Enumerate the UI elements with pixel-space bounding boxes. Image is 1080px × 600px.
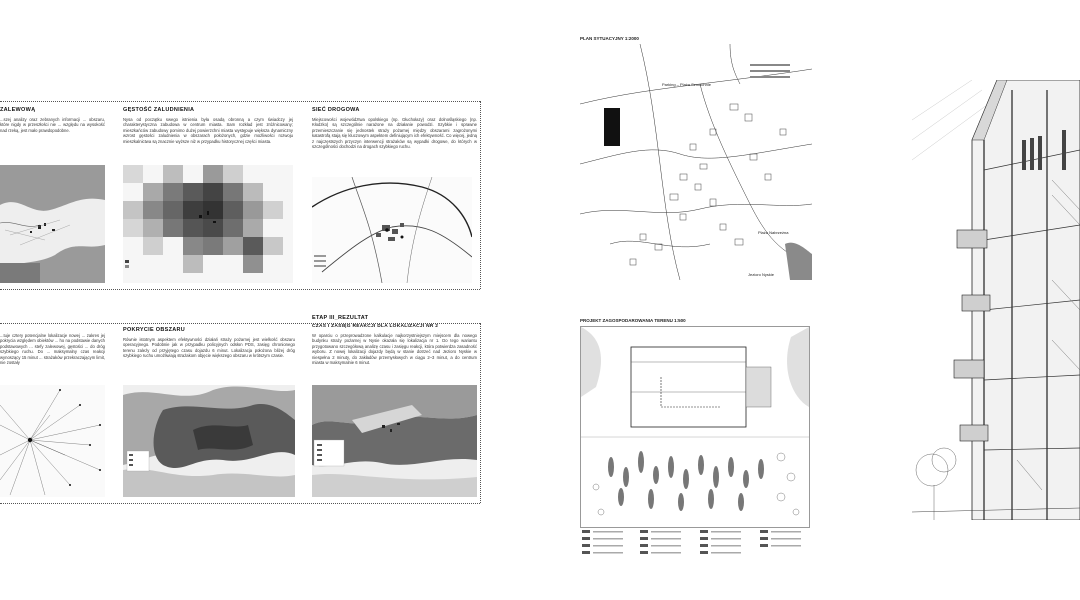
panel-text: Nysa od początku swego istnienia była osadą obronną a czym świadczy jej charakterystyczna zabudowa w centrum miasta. Sam rozkład jest zróżnicowany; mieszkańców zabudowy pomimo dużej powierzchni miasta występuje większa dynamiczny wzrost gęstości zaludnienia w obszarach położonych, gdzie możliwości rozwoju mieszkalnictwa są znacznie wyższe niż w przypadku historycznej części miasta. [123, 117, 293, 144]
black-building [604, 108, 620, 146]
site-plan-map [580, 44, 812, 280]
panel-text: Miejscowości województwa opolskiego (np. Głuchołazy) oraz dolnośląskiego (np. Kłodzko) są szczególnie narażone na działanie powodzi. Szybkie i sprawne przemieszczanie się jednostek straży pożarnej między obszarami zagrożonymi katastrofą stają się kluczowym aspektem definiującym ich efektywność. Co więcej, jedną z najczęstszych przyczyn interwencji strażaków są wypadki drogowe, do których w szczególności dochodzi na drogach szybkiego ruchu. [312, 117, 477, 150]
area-coverage-map [123, 385, 295, 497]
frame-line [0, 503, 480, 504]
frame-line [480, 323, 481, 503]
panel-title: POKRYCIE OBSZARU [123, 327, 186, 333]
analysis-board [0, 95, 490, 505]
panel-locations [0, 329, 105, 381]
panel-title: ETAP III_REZULTAT [312, 315, 369, 321]
panel-result [312, 315, 477, 381]
label-beach: Plaża Nabrzeżna [758, 230, 789, 235]
land-plan-drawing [580, 326, 810, 528]
panel-flood-zone [0, 107, 105, 157]
panel-text: ...szej analizy oraz zebranych informacji ... obszaru, które nigdy w przeszłości nie ... względu na wysokość nad rzeką, jest mało prawdopodobne. [0, 117, 105, 133]
result-reaction-map [312, 385, 477, 497]
location-network-map [0, 385, 105, 497]
land-plan-title: PROJEKT ZAGOSPODAROWANIA TERENU 1:500 [580, 318, 686, 323]
frame-line [0, 101, 480, 102]
land-plan-legend [580, 528, 808, 568]
density-grid-map [123, 165, 293, 283]
land-plan-sheet [580, 318, 808, 568]
label-lake: Jezioro Nyskie [748, 272, 775, 277]
panel-title: SIEĆ DROGOWA [312, 107, 360, 113]
panel-title: ZALEWOWĄ [0, 107, 36, 113]
panel-population-density [123, 107, 293, 163]
panel-subtitle: CZAS I ZASIĘG REAKCJI DLA LOKALIZACJI NR 2 [312, 324, 439, 329]
frame-line [480, 101, 481, 289]
road-network-map [312, 177, 472, 283]
panel-area-coverage [123, 327, 295, 377]
site-plan-title: PLAN SYTUACYJNY 1:2000 [580, 36, 639, 41]
panel-text: Równie istotnym aspektem efektywności działań straży pożarnej jest wielkość obszaru operacyjnego. Podobnie jak w przypadku policyjnych odsłon PDS, zasięg chronionego terenu zależy od przyjętego czasu dojazdu 6 minut. Lokalizacja położona bliżej dróg szybkiego ruchu umożliwiają strażakom objęcie większego obszaru w krótszym czasie. [123, 337, 295, 359]
building-perspective-sketch [912, 80, 1080, 520]
panel-text: W oparciu o przeprowadzone kalkulacje najkorzystniejszym miejscem dla nowego budynku straży pożarnej w Nysie okazała się lokalizacja nr 1. Do tego wariantu przygotowano szczegółową analizę czasu i zasięgu reakcji, która potwierdza zasadność wyboru. Z nowej lokalizacji dojazdy będą w stanie dotrzeć nad Jezioro Nyskie w niespełna 2 minuty, do zakładów przemysłowych w ciągu 2–3 minut, a do centrum miasta w maksymalnie 6 minut. [312, 333, 477, 366]
site-plan-sheet [580, 36, 812, 280]
frame-line [0, 289, 480, 290]
panel-road-network [312, 107, 477, 175]
panel-title: GĘSTOŚĆ ZALUDNIENIA [123, 107, 195, 113]
label-parking: Parking – Plaża Szmuchnie [662, 82, 711, 87]
flood-zone-map [0, 165, 105, 283]
panel-text: ...tuje cztery potencjalne lokalizacje nowej ... zakres jej pokrycia względem obiektów ... ho na podstawie danych podstawowych ... stefy zalewowej, gęstości ... do dróg szybkiego ruchu. Do ... maksymalny czas reakcji wynoszący 15 minut ... strażaków przekraczającym limit, nie zostały [0, 333, 105, 366]
